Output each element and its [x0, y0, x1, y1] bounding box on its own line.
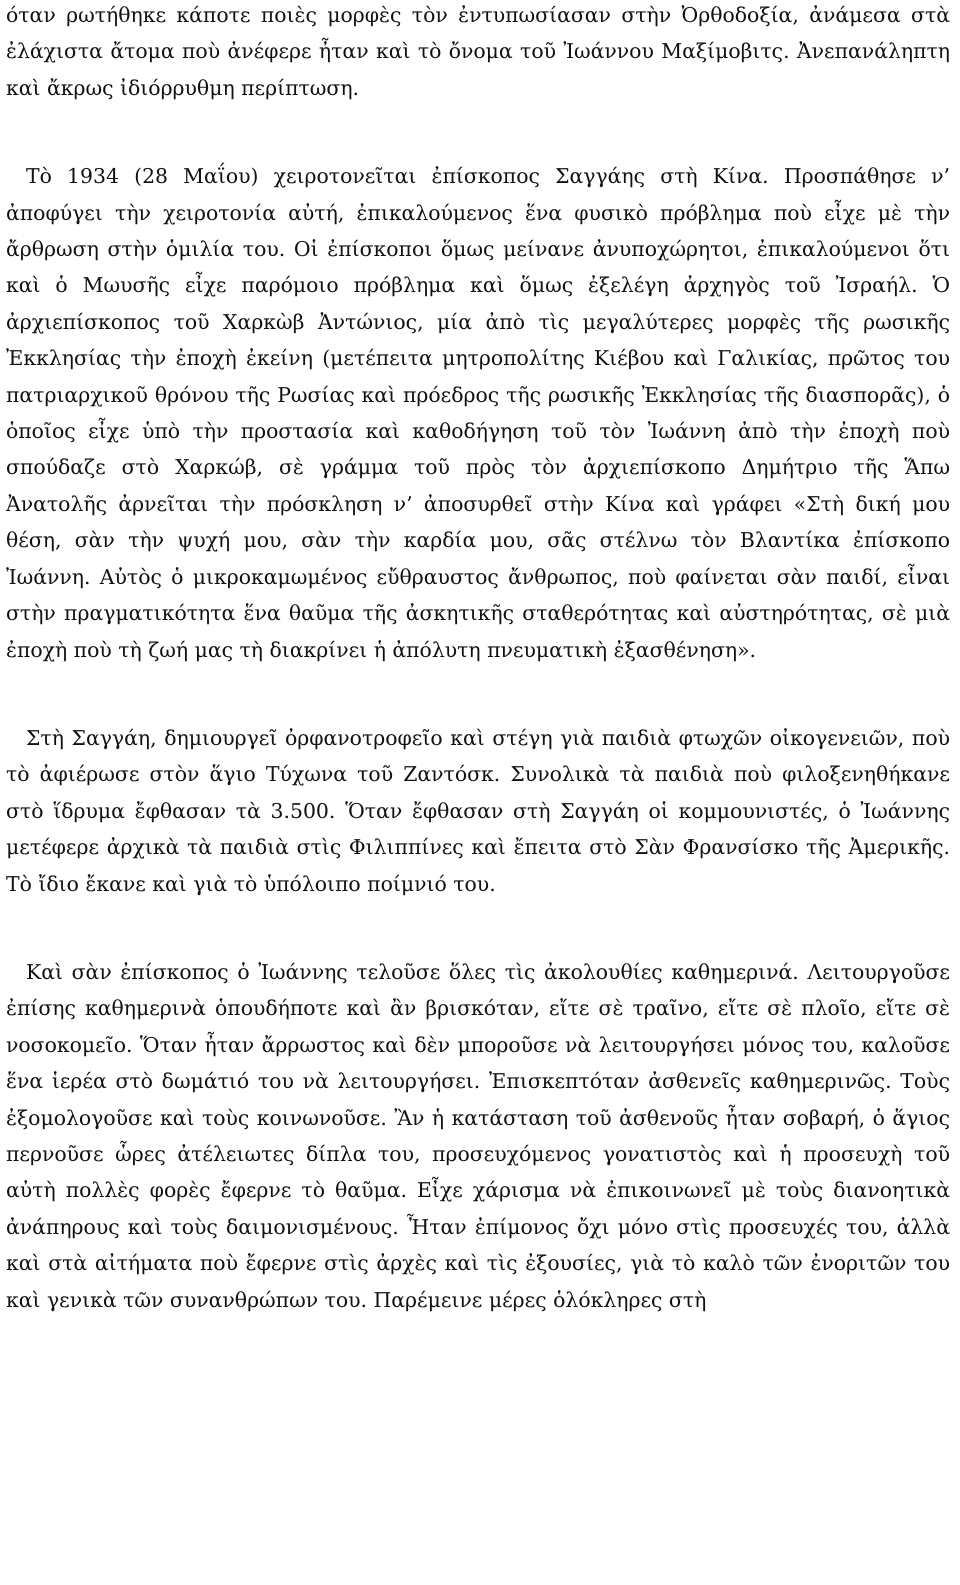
- paragraph-intro-ending: όταν ρωτήθηκε κάποτε ποιὲς μορφὲς τὸν ἐντυπωσίασαν στὴν Ὀρθοδοξία, ἀνάμεσα στὰ ἐλάχιστα ἄτομα ποὺ ἀνέφερε ἦταν καὶ τὸ ὄνομα τοῦ Ἰωάννου Μαξίμοβιτς. Ἀνεπανάληπτη καὶ ἄκρως ἰδιόρρυθμη περίπτωση.: [6, 3, 950, 100]
- document-page: [6, 0, 950, 1318]
- paragraph-daily-liturgy: Καὶ σὰν ἐπίσκοπος ὁ Ἰωάννης τελοῦσε ὅλες τὶς ἀκολουθίες καθημερινά. Λειτουργοῦσε ἐπίσης καθημερινὰ ὁπουδήποτε καὶ ἂν βρισκόταν, εἴτε σὲ τραῖνο, εἴτε σὲ πλοῖο, εἴτε σὲ νοσοκομεῖο. Ὅταν ἦταν ἄρρωστος καὶ δὲν μποροῦσε νὰ λειτουργήσει μόνος του, καλοῦσε ἕνα ἱερέα στὸ δωμάτιό του νὰ λειτουργήσει. Ἐπισκεπτόταν ἀσθενεῖς καθημερινῶς. Τοὺς ἐξομολογοῦσε καὶ τοὺς κοινωνοῦσε. Ἂν ἡ κατάσταση τοῦ ἀσθενοῦς ἦταν σοβαρή, ὁ ἅγιος περνοῦσε ὧρες ἀτέλειωτες δίπλα του, προσευχόμενος γονατιστὸς καὶ ἡ προσευχὴ τοῦ αὐτὴ πολλὲς φορὲς ἔφερνε τὸ θαῦμα. Εἶχε χάρισμα νὰ ἐπικοινωνεῖ μὲ τοὺς διανοητικὰ ἀνάπηρους καὶ τοὺς δαιμονισμένους. Ἦταν ἐπίμονος ὄχι μόνο στὶς προσευχές του, ἀλλὰ καὶ στὰ αἰτήματα ποὺ ἔφερνε στὶς ἀρχὲς καὶ τὶς ἐξουσίες, γιὰ τὸ καλὸ τῶν ἐνοριτῶν του καὶ γενικὰ τῶν συνανθρώπων του. Παρέμεινε μέρες ὁλόκληρες στὴ: [6, 959, 950, 1312]
- paragraph-consecration-shanghai: Τὸ 1934 (28 Μαΐου) χειροτονεῖται ἐπίσκοπος Σαγγάης στὴ Κίνα. Προσπάθησε ν’ ἀποφύγει τὴν χειροτονία αὐτή, ἐπικαλούμενος ἕνα φυσικὸ πρόβλημα ποὺ εἶχε μὲ τὴν ἄρθρωση στὴν ὁμιλία του. Οἱ ἐπίσκοποι ὅμως μείνανε ἀνυποχώρητοι, ἐπικαλούμενοι ὅτι καὶ ὁ Μωυσῆς εἶχε παρόμοιο πρόβλημα καὶ ὅμως ἐξελέγη ἀρχηγὸς τοῦ Ἰσραήλ. Ὁ ἀρχιεπίσκοπος τοῦ Χαρκὼβ Ἀντώνιος, μία ἀπὸ τὶς μεγαλύτερες μορφὲς τῆς ρωσικῆς Ἐκκλησίας τὴν ἐποχὴ ἐκείνη (μετέπειτα μητροπολίτης Κιέβου καὶ Γαλικίας, πρῶτος του πατριαρχικοῦ θρόνου τῆς Ρωσίας καὶ πρόεδρος τῆς ρωσικῆς Ἐκκλησίας τῆς διασπορᾶς), ὁ ὁποῖος εἶχε ὑπὸ τὴν προστασία καὶ καθοδήγηση τοῦ τὸν Ἰωάννη ἀπὸ τὴν ἐποχὴ ποὺ σπούδαζε στὸ Χαρκώβ, σὲ γράμμα τοῦ πρὸς τὸν ἀρχιεπίσκοπο Δημήτριο τῆς Ἅπω Ἀνατολῆς ἀρνεῖται τὴν πρόσκληση ν’ ἀποσυρθεῖ στὴν Κίνα καὶ γράφει «Στὴ δική μου θέση, σὰν τὴν ψυχή μου, σὰν τὴν καρδία μου, σᾶς στέλνω τὸν Βλαντίκα ἐπίσκοπο Ἰωάννη. Αὐτὸς ὁ μικροκαμωμένος εὔθραυστος ἄνθρωπος, ποὺ φαίνεται σὰν παιδί, εἶναι στὴν πραγματικότητα ἕνα θαῦμα τῆς ἀσκητικῆς σταθερότητας καὶ αὐστηρότητας, σὲ μιὰ ἐποχὴ ποὺ τὴ ζωή μας τὴ διακρίνει ἡ ἀπόλυτη πνευματικὴ ἐξασθένηση».: [6, 164, 950, 662]
- paragraph-orphanage: Στὴ Σαγγάη, δημιουργεῖ ὀρφανοτροφεῖο καὶ στέγη γιὰ παιδιὰ φτωχῶν οἰκογενειῶν, ποὺ τὸ ἀφιέρωσε στὸν ἅγιο Τύχωνα τοῦ Ζαντόσκ. Συνολικὰ τὰ παιδιὰ ποὺ φιλοξενηθήκανε στὸ ἵδρυμα ἔφθασαν τὰ 3.500. Ὅταν ἔφθασαν στὴ Σαγγάη οἱ κομμουνιστές, ὁ Ἰωάννης μετέφερε ἀρχικὰ τὰ παιδιὰ στὶς Φιλιππίνες καὶ ἔπειτα στὸ Σὰν Φρανσίσκο τῆς Ἀμερικῆς. Τὸ ἴδιο ἔκανε καὶ γιὰ τὸ ὑπόλοιπο ποίμνιό του.: [6, 725, 950, 896]
